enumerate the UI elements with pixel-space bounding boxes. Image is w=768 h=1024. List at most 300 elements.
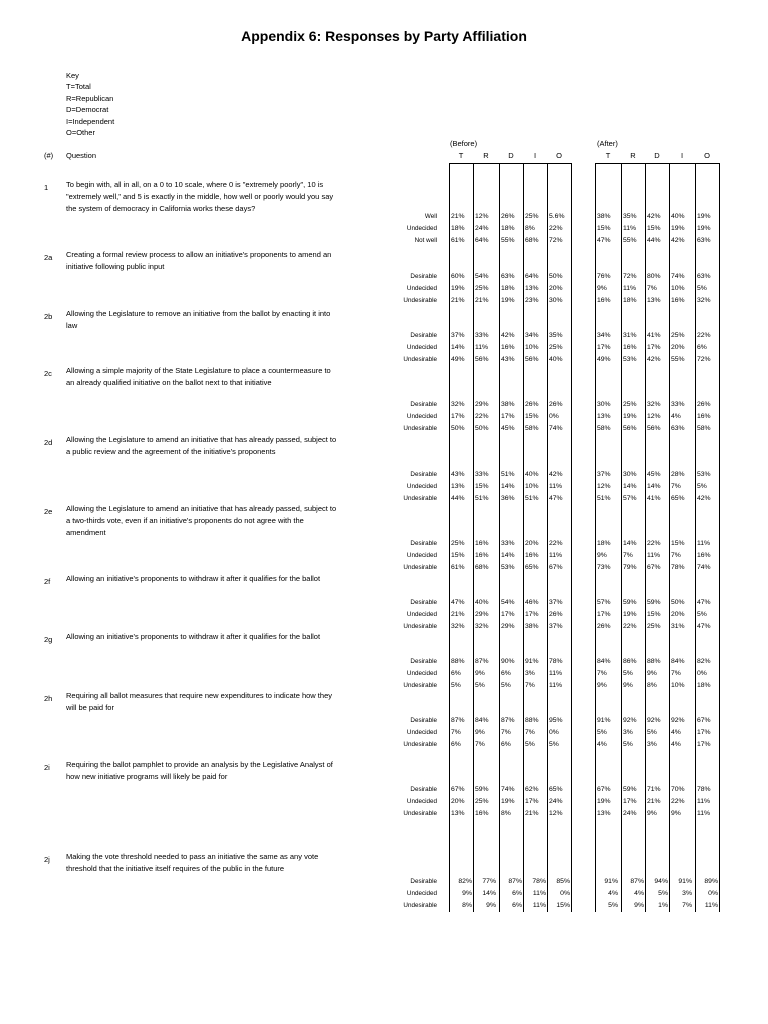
response-label: Desirable: [410, 717, 437, 724]
after-value-cell: 92%: [647, 717, 661, 724]
before-value-cell: 67%: [451, 786, 465, 793]
after-value-cell: 56%: [647, 424, 661, 432]
before-value-cell: 90%: [501, 658, 515, 665]
after-value-cell: 41%: [647, 332, 661, 339]
after-value-cell: 3%: [647, 740, 657, 748]
after-value-cell: 25%: [647, 622, 661, 630]
after-value-cell: 7%: [682, 901, 692, 909]
before-value-cell: 37%: [549, 622, 563, 630]
grid-line: [719, 163, 720, 912]
question-number: 2g: [44, 635, 53, 644]
after-col-d: D: [654, 151, 660, 160]
before-header: (Before): [450, 139, 478, 148]
question-text: Requiring the ballot pamphlet to provide an analysis by the Legislative Analyst of how new initiative programs will likely be paid for: [66, 760, 333, 781]
after-value-cell: 89%: [704, 878, 718, 885]
grid-line: [695, 163, 696, 912]
question-number: 2e: [44, 507, 53, 516]
before-value-cell: 24%: [549, 797, 563, 805]
after-value-cell: 19%: [597, 797, 611, 805]
after-value-cell: 7%: [623, 551, 633, 559]
before-value-cell: 5%: [501, 681, 511, 689]
after-value-cell: 57%: [597, 599, 611, 606]
after-value-cell: 32%: [647, 401, 661, 408]
after-value-cell: 7%: [671, 669, 681, 677]
after-value-cell: 11%: [623, 284, 637, 292]
key-heading: Key: [66, 71, 79, 80]
response-label: Undecided: [406, 889, 437, 897]
grid-line: [571, 163, 572, 912]
before-value-cell: 11%: [532, 901, 546, 909]
before-value-cell: 34%: [525, 332, 539, 339]
before-col-d: D: [508, 151, 514, 160]
before-value-cell: 32%: [475, 622, 489, 630]
after-value-cell: 31%: [623, 332, 637, 339]
before-value-cell: 25%: [475, 797, 489, 805]
before-value-cell: 68%: [475, 563, 489, 571]
grid-line: [547, 163, 548, 912]
after-value-cell: 26%: [597, 622, 611, 630]
after-value-cell: 18%: [697, 681, 711, 689]
before-value-cell: 51%: [525, 494, 539, 502]
response-label: Undesirable: [403, 681, 437, 689]
after-value-cell: 30%: [623, 471, 637, 478]
after-value-cell: 42%: [647, 213, 661, 220]
before-value-cell: 68%: [525, 236, 539, 244]
after-value-cell: 9%: [634, 901, 644, 909]
before-value-cell: 26%: [549, 610, 563, 618]
response-label: Desirable: [410, 273, 437, 280]
after-value-cell: 7%: [671, 551, 681, 559]
after-value-cell: 24%: [623, 809, 637, 817]
before-col-o: O: [556, 151, 562, 160]
after-value-cell: 35%: [623, 213, 637, 220]
grid-line: [645, 163, 646, 912]
before-value-cell: 30%: [549, 296, 563, 304]
response-label: Undecided: [406, 412, 437, 420]
after-value-cell: 5%: [623, 669, 633, 677]
before-col-t: T: [458, 151, 464, 160]
before-value-cell: 19%: [451, 284, 465, 292]
before-value-cell: 87%: [451, 717, 465, 724]
before-value-cell: 40%: [475, 599, 489, 606]
after-value-cell: 84%: [597, 658, 611, 665]
before-value-cell: 7%: [501, 728, 511, 736]
after-value-cell: 1%: [658, 901, 668, 909]
after-value-cell: 11%: [647, 551, 661, 559]
after-value-cell: 17%: [697, 740, 711, 748]
before-value-cell: 0%: [549, 412, 559, 420]
before-value-cell: 0%: [560, 889, 570, 897]
question-number: 2c: [44, 369, 52, 378]
grid-line: [595, 163, 596, 912]
after-value-cell: 17%: [647, 343, 661, 351]
after-value-cell: 11%: [697, 809, 711, 817]
after-value-cell: 22%: [623, 622, 637, 630]
before-value-cell: 15%: [475, 482, 489, 490]
before-value-cell: 6%: [512, 889, 522, 897]
after-value-cell: 15%: [647, 610, 661, 618]
before-value-cell: 23%: [525, 296, 539, 304]
after-value-cell: 10%: [671, 284, 685, 292]
before-value-cell: 50%: [475, 424, 489, 432]
after-value-cell: 42%: [671, 236, 685, 244]
after-value-cell: 0%: [708, 889, 718, 897]
grid-line: [449, 163, 571, 164]
after-value-cell: 67%: [647, 563, 661, 571]
after-value-cell: 3%: [682, 889, 692, 897]
after-value-cell: 0%: [697, 669, 707, 677]
after-value-cell: 4%: [671, 728, 681, 736]
after-value-cell: 59%: [647, 599, 661, 606]
after-value-cell: 67%: [597, 786, 611, 793]
before-value-cell: 46%: [525, 599, 539, 606]
before-value-cell: 17%: [501, 610, 515, 618]
after-value-cell: 17%: [597, 610, 611, 618]
response-label: Undesirable: [403, 424, 437, 432]
after-value-cell: 14%: [623, 540, 637, 547]
question-number: 2j: [44, 855, 50, 864]
before-value-cell: 61%: [451, 236, 465, 244]
response-label: Undecided: [406, 610, 437, 618]
after-value-cell: 56%: [623, 424, 637, 432]
before-value-cell: 43%: [451, 471, 465, 478]
before-value-cell: 72%: [549, 236, 563, 244]
after-value-cell: 19%: [697, 213, 711, 220]
after-value-cell: 15%: [647, 224, 661, 232]
grid-line: [449, 163, 450, 912]
after-value-cell: 11%: [697, 540, 711, 547]
before-value-cell: 50%: [451, 424, 465, 432]
after-value-cell: 82%: [697, 658, 711, 665]
after-value-cell: 87%: [630, 878, 644, 885]
before-value-cell: 11%: [549, 669, 563, 677]
after-value-cell: 41%: [647, 494, 661, 502]
after-value-cell: 58%: [597, 424, 611, 432]
before-value-cell: 25%: [451, 540, 465, 547]
before-value-cell: 37%: [451, 332, 465, 339]
before-value-cell: 32%: [451, 401, 465, 408]
before-value-cell: 55%: [501, 236, 515, 244]
after-value-cell: 91%: [678, 878, 692, 885]
after-value-cell: 71%: [647, 786, 661, 793]
after-value-cell: 13%: [597, 809, 611, 817]
after-value-cell: 9%: [671, 809, 681, 817]
response-label: Undecided: [406, 343, 437, 351]
after-value-cell: 9%: [597, 681, 607, 689]
before-value-cell: 78%: [549, 658, 563, 665]
after-value-cell: 67%: [697, 717, 711, 724]
before-value-cell: 64%: [525, 273, 539, 280]
question-text: Allowing an initiative's proponents to withdraw it after it qualifies for the ballot: [66, 574, 321, 583]
question-text: Allowing the Legislature to remove an initiative from the ballot by enacting it into law: [66, 309, 331, 330]
before-value-cell: 13%: [525, 284, 539, 292]
after-value-cell: 11%: [697, 797, 711, 805]
before-value-cell: 91%: [525, 658, 539, 665]
after-value-cell: 5%: [608, 901, 618, 909]
response-label: Desirable: [410, 332, 437, 339]
before-value-cell: 25%: [549, 343, 563, 351]
before-value-cell: 33%: [475, 332, 489, 339]
question-text: Requiring all ballot measures that require new expenditures to indicate how they will be paid for: [66, 691, 332, 712]
after-value-cell: 37%: [597, 471, 611, 478]
after-value-cell: 9%: [597, 284, 607, 292]
after-value-cell: 47%: [597, 236, 611, 244]
after-value-cell: 18%: [597, 540, 611, 547]
before-value-cell: 11%: [549, 681, 563, 689]
after-col-i: I: [680, 151, 684, 160]
before-value-cell: 88%: [451, 658, 465, 665]
grid-line: [473, 163, 474, 912]
after-col-o: O: [704, 151, 710, 160]
after-value-cell: 45%: [647, 471, 661, 478]
after-value-cell: 5%: [597, 728, 607, 736]
response-label: Undesirable: [403, 901, 437, 909]
after-value-cell: 10%: [671, 681, 685, 689]
before-value-cell: 38%: [501, 401, 515, 408]
after-value-cell: 26%: [697, 401, 711, 408]
before-value-cell: 9%: [462, 889, 472, 897]
before-value-cell: 58%: [525, 424, 539, 432]
before-value-cell: 21%: [451, 296, 465, 304]
after-value-cell: 12%: [597, 482, 611, 490]
before-value-cell: 47%: [451, 599, 465, 606]
after-value-cell: 72%: [697, 355, 711, 363]
before-value-cell: 14%: [482, 889, 496, 897]
before-value-cell: 7%: [525, 681, 535, 689]
after-value-cell: 72%: [623, 273, 637, 280]
before-value-cell: 42%: [501, 332, 515, 339]
after-value-cell: 25%: [671, 332, 685, 339]
before-value-cell: 43%: [501, 355, 515, 363]
question-text: Allowing the Legislature to amend an initiative that has already passed, subject to a two-thirds vote, even if an initiative's proponents do not agree with the amendment: [66, 504, 337, 537]
after-value-cell: 50%: [671, 599, 685, 606]
key-independent: I=Independent: [66, 116, 115, 126]
after-value-cell: 15%: [597, 224, 611, 232]
before-value-cell: 14%: [501, 482, 515, 490]
after-value-cell: 5%: [623, 740, 633, 748]
after-value-cell: 38%: [597, 213, 611, 220]
before-value-cell: 56%: [475, 355, 489, 363]
response-label: Undecided: [406, 284, 437, 292]
response-label: Undecided: [406, 551, 437, 559]
before-value-cell: 21%: [451, 610, 465, 618]
after-value-cell: 40%: [671, 213, 685, 220]
after-value-cell: 18%: [623, 296, 637, 304]
before-value-cell: 21%: [525, 809, 539, 817]
question-text: Allowing the Legislature to amend an initiative that has already passed, subject to a public review and the agreement of the initiative's proponents: [66, 435, 337, 456]
after-value-cell: 57%: [623, 494, 637, 502]
before-value-cell: 18%: [451, 224, 465, 232]
after-value-cell: 44%: [647, 236, 661, 244]
after-value-cell: 9%: [647, 669, 657, 677]
after-value-cell: 5%: [697, 284, 707, 292]
before-value-cell: 19%: [501, 797, 515, 805]
after-value-cell: 22%: [647, 540, 661, 547]
response-label: Undesirable: [403, 355, 437, 363]
after-value-cell: 17%: [597, 343, 611, 351]
after-value-cell: 12%: [647, 412, 661, 420]
response-label: Well: [424, 213, 437, 220]
after-value-cell: 47%: [697, 622, 711, 630]
after-value-cell: 13%: [597, 412, 611, 420]
after-value-cell: 59%: [623, 599, 637, 606]
after-value-cell: 21%: [647, 797, 661, 805]
key-democrat: D=Democrat: [66, 105, 109, 115]
grid-line: [595, 163, 719, 164]
grid-line: [621, 163, 622, 912]
before-value-cell: 10%: [525, 343, 539, 351]
before-value-cell: 5%: [525, 740, 535, 748]
after-value-cell: 86%: [623, 658, 637, 665]
before-value-cell: 7%: [451, 728, 461, 736]
question-column-header: Question: [66, 151, 97, 160]
after-value-cell: 73%: [597, 563, 611, 571]
before-value-cell: 9%: [486, 901, 496, 909]
after-value-cell: 80%: [647, 273, 661, 280]
before-value-cell: 21%: [475, 296, 489, 304]
before-value-cell: 8%: [525, 224, 535, 232]
after-value-cell: 20%: [671, 610, 685, 618]
before-value-cell: 63%: [501, 273, 515, 280]
after-value-cell: 5%: [658, 889, 668, 897]
before-value-cell: 26%: [501, 213, 515, 220]
response-label: Not well: [414, 236, 437, 244]
before-value-cell: 17%: [451, 412, 465, 420]
before-value-cell: 74%: [549, 424, 563, 432]
after-value-cell: 6%: [697, 343, 707, 351]
response-label: Undecided: [406, 669, 437, 677]
before-value-cell: 11%: [549, 482, 563, 490]
before-value-cell: 16%: [475, 809, 489, 817]
after-value-cell: 16%: [697, 412, 711, 420]
response-label: Undesirable: [403, 740, 437, 748]
before-value-cell: 95%: [549, 717, 563, 724]
after-value-cell: 5%: [697, 610, 707, 618]
question-number: 2f: [44, 577, 51, 586]
after-value-cell: 9%: [623, 681, 633, 689]
before-value-cell: 33%: [475, 471, 489, 478]
before-value-cell: 61%: [451, 563, 465, 571]
before-value-cell: 26%: [525, 401, 539, 408]
before-value-cell: 18%: [501, 284, 515, 292]
before-value-cell: 5.6%: [549, 213, 565, 220]
before-value-cell: 6%: [512, 901, 522, 909]
before-value-cell: 15%: [525, 412, 539, 420]
question-number: 2h: [44, 694, 53, 703]
response-label: Undecided: [406, 797, 437, 805]
before-value-cell: 77%: [482, 878, 496, 885]
before-value-cell: 36%: [501, 494, 515, 502]
after-value-cell: 76%: [597, 273, 611, 280]
after-value-cell: 5%: [697, 482, 707, 490]
before-value-cell: 16%: [475, 540, 489, 547]
before-value-cell: 44%: [451, 494, 465, 502]
before-value-cell: 20%: [525, 540, 539, 547]
after-value-cell: 7%: [597, 669, 607, 677]
after-value-cell: 55%: [671, 355, 685, 363]
after-value-cell: 11%: [704, 901, 718, 909]
before-value-cell: 22%: [549, 224, 563, 232]
question-text: Allowing an initiative's proponents to withdraw it after it qualifies for the ballot: [66, 632, 321, 641]
before-value-cell: 84%: [475, 717, 489, 724]
before-value-cell: 26%: [549, 401, 563, 408]
before-value-cell: 53%: [501, 563, 515, 571]
question-number: 2d: [44, 438, 53, 447]
before-value-cell: 14%: [451, 343, 465, 351]
after-value-cell: 4%: [671, 412, 681, 420]
after-value-cell: 31%: [671, 622, 685, 630]
before-value-cell: 17%: [525, 610, 539, 618]
after-value-cell: 22%: [697, 332, 711, 339]
after-value-cell: 92%: [671, 717, 685, 724]
response-label: Undesirable: [403, 296, 437, 304]
before-value-cell: 54%: [475, 273, 489, 280]
before-value-cell: 60%: [451, 273, 465, 280]
before-value-cell: 0%: [549, 728, 559, 736]
after-value-cell: 34%: [597, 332, 611, 339]
before-value-cell: 65%: [549, 786, 563, 793]
after-value-cell: 79%: [623, 563, 637, 571]
before-value-cell: 17%: [501, 412, 515, 420]
before-value-cell: 11%: [475, 343, 489, 351]
response-label: Undesirable: [403, 809, 437, 817]
before-value-cell: 24%: [475, 224, 489, 232]
key-republican: R=Republican: [66, 93, 114, 103]
before-value-cell: 87%: [501, 717, 515, 724]
before-value-cell: 85%: [556, 878, 570, 885]
legend-key: [66, 70, 114, 138]
question-number: 2a: [44, 253, 53, 262]
before-value-cell: 74%: [501, 786, 515, 793]
before-value-cell: 29%: [475, 401, 489, 408]
before-value-cell: 62%: [525, 786, 539, 793]
before-value-cell: 29%: [501, 622, 515, 630]
after-value-cell: 19%: [697, 224, 711, 232]
before-value-cell: 56%: [525, 355, 539, 363]
before-value-cell: 40%: [525, 471, 539, 478]
before-value-cell: 54%: [501, 599, 515, 606]
response-label: Undecided: [406, 728, 437, 736]
after-value-cell: 9%: [597, 551, 607, 559]
before-value-cell: 15%: [556, 901, 570, 909]
after-value-cell: 7%: [647, 284, 657, 292]
after-col-r: R: [630, 151, 636, 160]
after-value-cell: 63%: [671, 424, 685, 432]
after-value-cell: 5%: [647, 728, 657, 736]
page-title: Appendix 6: Responses by Party Affiliation: [241, 28, 527, 44]
before-value-cell: 8%: [462, 901, 472, 909]
after-value-cell: 92%: [623, 717, 637, 724]
before-value-cell: 67%: [549, 563, 563, 571]
before-value-cell: 15%: [451, 551, 465, 559]
before-value-cell: 10%: [525, 482, 539, 490]
before-value-cell: 6%: [501, 740, 511, 748]
question-number: 2b: [44, 312, 53, 321]
before-value-cell: 87%: [508, 878, 522, 885]
before-value-cell: 45%: [501, 424, 515, 432]
after-value-cell: 84%: [671, 658, 685, 665]
after-value-cell: 14%: [647, 482, 661, 490]
after-value-cell: 42%: [697, 494, 711, 502]
after-value-cell: 14%: [623, 482, 637, 490]
before-col-r: R: [483, 151, 489, 160]
after-value-cell: 4%: [634, 889, 644, 897]
before-value-cell: 78%: [532, 878, 546, 885]
question-text: Allowing a simple majority of the State Legislature to place a countermeasure to an already qualified initiative on the ballot next to that initiative: [66, 366, 331, 387]
after-value-cell: 91%: [597, 717, 611, 724]
before-value-cell: 82%: [458, 878, 472, 885]
before-value-cell: 12%: [475, 213, 489, 220]
